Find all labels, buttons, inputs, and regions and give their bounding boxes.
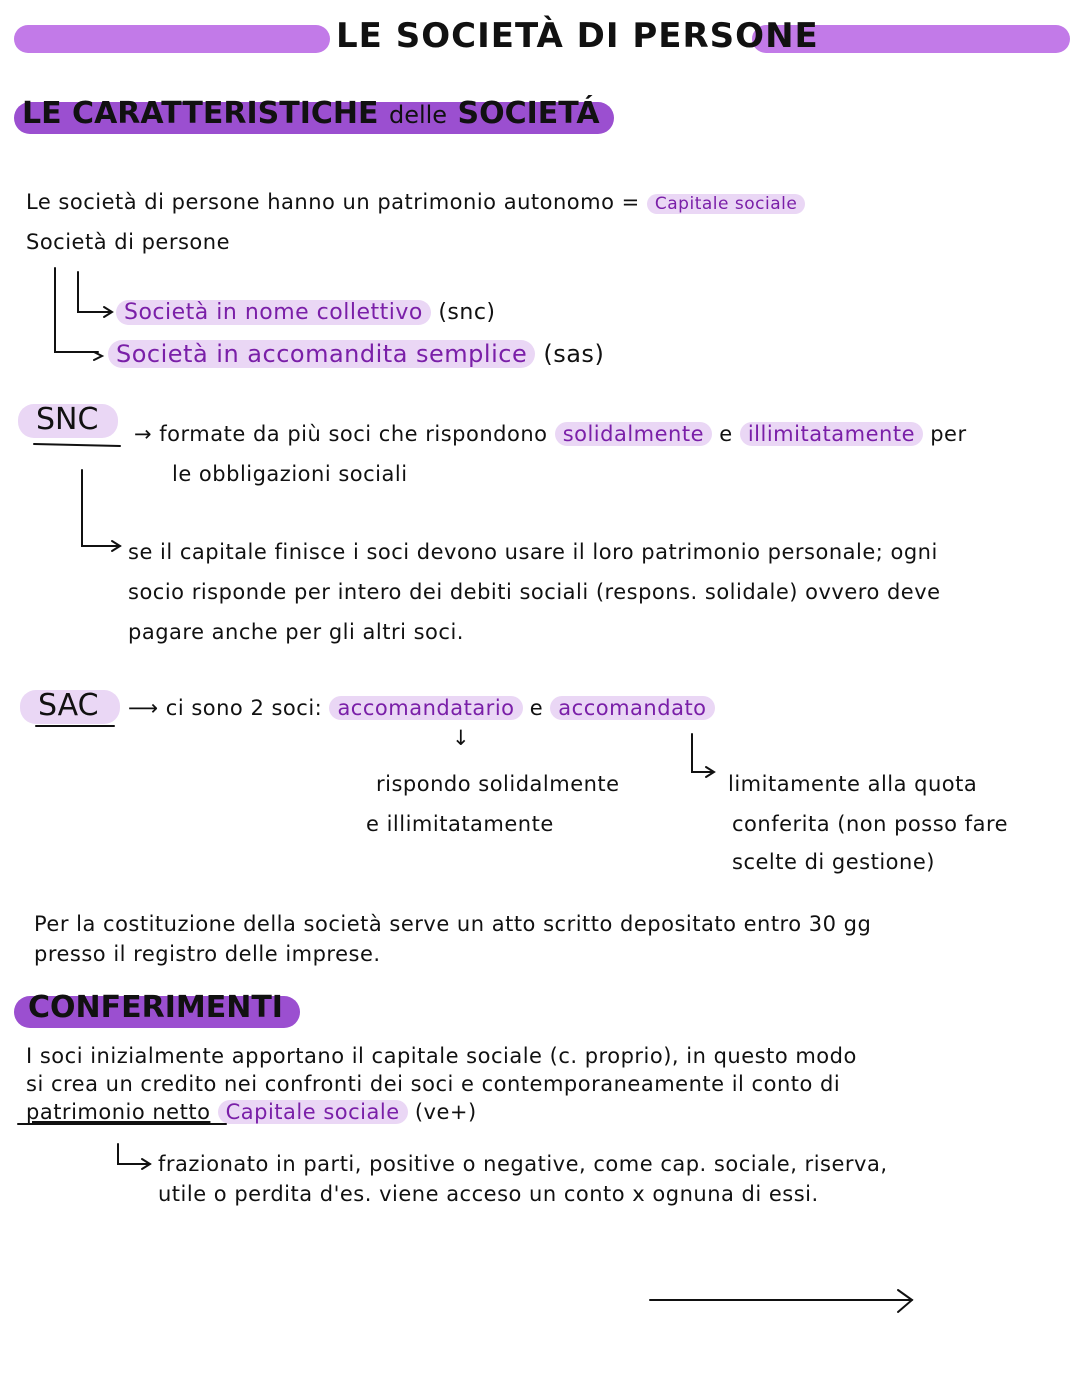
- patrimonio-netto: patrimonio netto: [26, 1100, 211, 1124]
- section-heading-c: SOCIETÁ: [457, 96, 600, 131]
- branch-snc-abbr: (snc): [438, 300, 496, 325]
- conferimenti-line3-b: (ve+): [414, 1100, 477, 1124]
- solidalmente-highlight: solidalmente: [555, 422, 712, 446]
- snc-line1-a: formate da più soci che rispondono: [159, 422, 548, 446]
- tree-line-sas: [55, 268, 98, 352]
- sac-right2: conferita (non posso fare: [732, 812, 1009, 836]
- conferimenti-line2: si crea un credito nei confronti dei soci e contemporaneamente il conto di: [26, 1072, 841, 1096]
- snc-line1-c: per: [930, 422, 967, 446]
- sac-right-branch: [692, 734, 712, 772]
- conferimenti-sub1: frazionato in parti, positive o negative, come cap. sociale, riserva,: [158, 1152, 888, 1176]
- accomandato-highlight: accomandato: [550, 696, 714, 720]
- snc-label: SNC: [36, 402, 99, 437]
- snc-arrow-icon: →: [134, 422, 160, 446]
- snc-detail1: se il capitale finisce i soci devono usare il loro patrimonio personale; ogni: [128, 540, 938, 564]
- snc-line2: le obbligazioni sociali: [172, 462, 408, 486]
- sac-label: SAC: [38, 688, 99, 723]
- conferimenti-line1: I soci inizialmente apportano il capitale sociale (c. proprio), in questo modo: [26, 1044, 857, 1068]
- sac-line-mid: e: [529, 696, 544, 720]
- illimitatamente-highlight: illimitatamente: [740, 422, 923, 446]
- sac-left1: rispondo solidalmente: [376, 772, 620, 796]
- costituzione-line1: Per la costituzione della società serve un atto scritto depositato entro 30 gg: [34, 912, 872, 936]
- snc-branch-line: [82, 470, 120, 546]
- conferimenti-sub2: utile o perdita d'es. viene acceso un conto x ognuna di essi.: [158, 1182, 819, 1206]
- capitale-sociale-highlight: Capitale sociale: [647, 194, 805, 214]
- line-societa-di-persone: Società di persone: [26, 230, 230, 254]
- page-title: LE SOCIETÀ DI PERSONE: [336, 16, 819, 56]
- sac-right1: limitamente alla quota: [728, 772, 978, 796]
- sac-line-a: ci sono 2 soci:: [165, 696, 323, 720]
- capitale-sociale-highlight-2: Capitale sociale: [218, 1100, 408, 1124]
- tree-line-snc: [78, 272, 110, 312]
- branch-sas-abbr: (sas): [543, 340, 605, 368]
- down-arrow-icon: ↓: [452, 726, 471, 750]
- sac-arrow-icon: ⟶: [128, 696, 166, 720]
- costituzione-line2: presso il registro delle imprese.: [34, 942, 381, 966]
- accomandatario-highlight: accomandatario: [329, 696, 522, 720]
- branch-sas-label: Società in accomandita semplice: [108, 340, 535, 368]
- section-heading-a: LE CARATTERISTICHE: [22, 96, 379, 131]
- conferimenti-heading: CONFERIMENTI: [28, 990, 283, 1025]
- sac-right3: scelte di gestione): [732, 850, 935, 874]
- snc-detail2: socio risponde per intero dei debiti sociali (respons. solidale) ovvero deve: [128, 580, 941, 604]
- snc-underline: [34, 444, 120, 446]
- snc-detail3: pagare anche per gli altri soci.: [128, 620, 464, 644]
- tree-arrowhead-sas: [94, 352, 102, 360]
- branch-snc-label: Società in nome collettivo: [116, 300, 431, 325]
- snc-line1-b: e: [719, 422, 733, 446]
- line-patrimonio-text: Le società di persone hanno un patrimonio autonomo =: [26, 190, 640, 214]
- section-heading-b: delle: [388, 101, 448, 129]
- sac-left2: e illimitatamente: [366, 812, 554, 836]
